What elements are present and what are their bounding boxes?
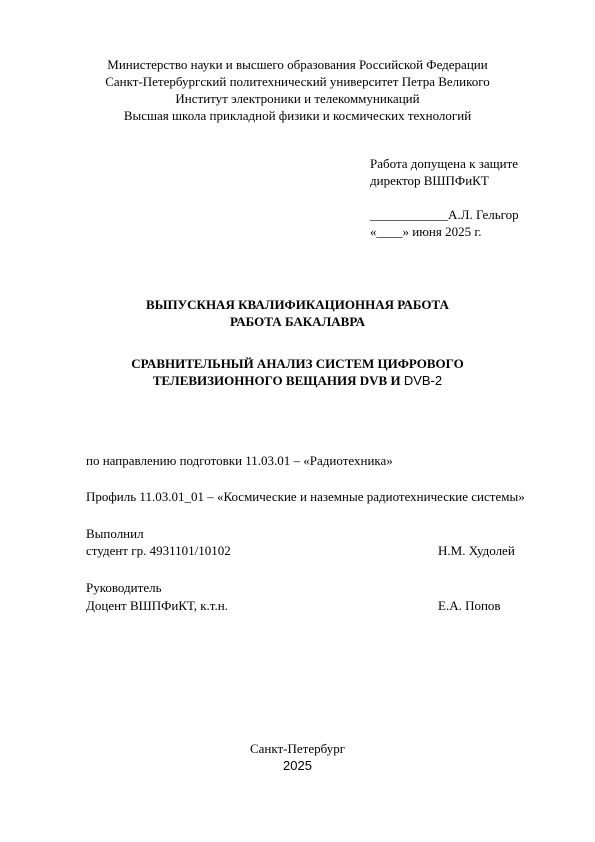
thesis-title-line-2 [0,372,595,389]
author-name: Н.М. Худолей [438,543,515,558]
approval-signature: ____________А.Л. Гельгор [370,207,519,222]
institution-header [0,56,595,124]
approval-director: директор ВШПФиКТ [370,173,489,188]
work-type-line-2: РАБОТА БАКАЛАВРА [230,314,365,329]
thesis-title-line-2-main: ТЕЛЕВИЗИОННОГО ВЕЩАНИЯ DVB И [152,373,404,388]
study-direction: по направлению подготовки 11.03.01 – «Радиотехника» [86,453,393,468]
work-type [0,296,595,330]
thesis-title-line-2-suffix: DVB-2 [403,373,443,388]
supervisor-label: Руководитель [86,580,162,595]
ministry-line: Министерство науки и высшего образования Российской Федерации [107,57,488,72]
footer-year: 2025 [283,758,312,773]
footer [0,740,595,774]
institute-line: Институт электроники и телекоммуникаций [175,91,420,106]
university-line: Санкт-Петербургский политехнический университет Петра Великого [105,74,490,89]
supervisor-role: Доцент ВШПФиКТ, к.т.н. [86,598,228,613]
thesis-title [0,355,595,389]
approval-admitted: Работа допущена к защите [370,156,519,171]
footer-city: Санкт-Петербург [249,741,346,756]
author-label: Выполнил [86,526,144,541]
approval-block [370,155,519,240]
author-role: студент гр. 4931101/10102 [86,543,231,558]
supervisor-name: Е.А. Попов [438,598,501,613]
school-line: Высшая школа прикладной физики и космических технологий [123,108,472,123]
approval-date: «____» июня 2025 г. [370,224,482,239]
thesis-title-line-1: СРАВНИТЕЛЬНЫЙ АНАЛИЗ СИСТЕМ ЦИФРОВОГО [131,356,464,371]
work-type-line-1: ВЫПУСКНАЯ КВАЛИФИКАЦИОННАЯ РАБОТА [146,297,449,312]
study-profile: Профиль 11.03.01_01 – «Космические и наземные радиотехнические системы» [86,489,525,504]
